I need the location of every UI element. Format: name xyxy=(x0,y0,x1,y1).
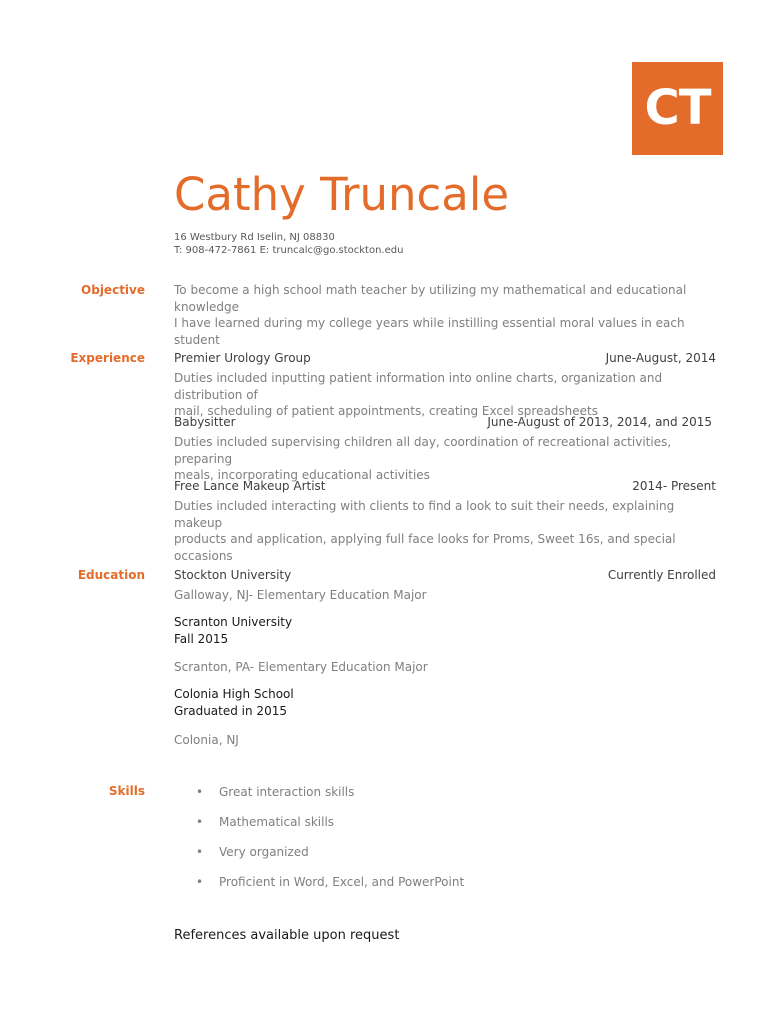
skill-text: Proficient in Word, Excel, and PowerPoint xyxy=(219,875,465,889)
education-status: Currently Enrolled xyxy=(607,568,716,582)
skill-text: Very organized xyxy=(219,845,309,859)
skill-list-item xyxy=(196,845,309,859)
references-note: References available upon request xyxy=(174,928,400,943)
experience-description-line: products and application, applying full face looks for Proms, Sweet 16s, and special occasions xyxy=(174,532,676,563)
skill-list-item xyxy=(196,815,334,829)
experience-description-line: mail, scheduling of patient appointments, creating Excel spreadsheets xyxy=(174,404,598,418)
experience-title: Free Lance Makeup Artist xyxy=(174,479,326,493)
objective-line: I have learned during my college years while instilling essential moral values in each student xyxy=(174,316,685,347)
education-item-header xyxy=(174,567,716,583)
monogram-badge: CT xyxy=(632,62,723,155)
experience-date: 2014- Present xyxy=(632,479,716,493)
education-heading: Education xyxy=(77,568,145,582)
experience-description xyxy=(174,434,722,484)
skill-list-item xyxy=(196,785,354,799)
bullet-icon: • xyxy=(196,845,204,859)
experience-description-line: Duties included interacting with clients to find a look to suit their needs, explaining makeup xyxy=(174,499,675,530)
education-detail: Scranton, PA- Elementary Education Major xyxy=(174,660,428,674)
education-item xyxy=(174,614,292,648)
experience-title: Babysitter xyxy=(174,415,236,429)
experience-description xyxy=(174,370,722,420)
contact-phone-email: T: 908-472-7861 E: truncalc@go.stockton.edu xyxy=(174,245,404,256)
education-school: Scranton University xyxy=(174,615,293,629)
skill-text: Mathematical skills xyxy=(219,815,335,829)
education-school: Colonia High School xyxy=(174,687,294,701)
experience-date: June-August, 2014 xyxy=(605,351,716,365)
contact-address: 16 Westbury Rd Iselin, NJ 08830 xyxy=(174,232,335,243)
bullet-icon: • xyxy=(196,815,204,829)
experience-item-header xyxy=(174,414,716,430)
education-item xyxy=(174,686,294,720)
experience-heading: Experience xyxy=(70,351,145,365)
skill-text: Great interaction skills xyxy=(219,785,355,799)
experience-item-header xyxy=(174,478,716,494)
experience-title: Premier Urology Group xyxy=(174,351,311,365)
experience-description-line: meals, incorporating educational activities xyxy=(174,468,430,482)
contact-block xyxy=(174,231,403,257)
skill-list-item xyxy=(196,875,464,889)
objective-heading: Objective xyxy=(81,283,145,297)
education-school: Stockton University xyxy=(174,568,292,582)
education-term: Graduated in 2015 xyxy=(174,704,287,718)
experience-description-line: Duties included inputting patient information into online charts, organization and distribution of xyxy=(174,371,663,402)
resume-name: Cathy Truncale xyxy=(174,168,510,221)
skills-heading: Skills xyxy=(108,784,145,798)
experience-description-line: Duties included supervising children all day, coordination of recreational activities, preparing xyxy=(174,435,672,466)
objective-text xyxy=(174,282,722,348)
experience-item-header xyxy=(174,350,716,366)
objective-line: To become a high school math teacher by utilizing my mathematical and educational knowledge xyxy=(174,283,687,314)
experience-description xyxy=(174,498,722,564)
bullet-icon: • xyxy=(196,785,204,799)
education-detail: Galloway, NJ- Elementary Education Major xyxy=(174,588,427,602)
bullet-icon: • xyxy=(196,875,204,889)
education-detail: Colonia, NJ xyxy=(174,733,239,747)
education-term: Fall 2015 xyxy=(174,632,229,646)
experience-date: June-August of 2013, 2014, and 2015 xyxy=(487,415,712,429)
